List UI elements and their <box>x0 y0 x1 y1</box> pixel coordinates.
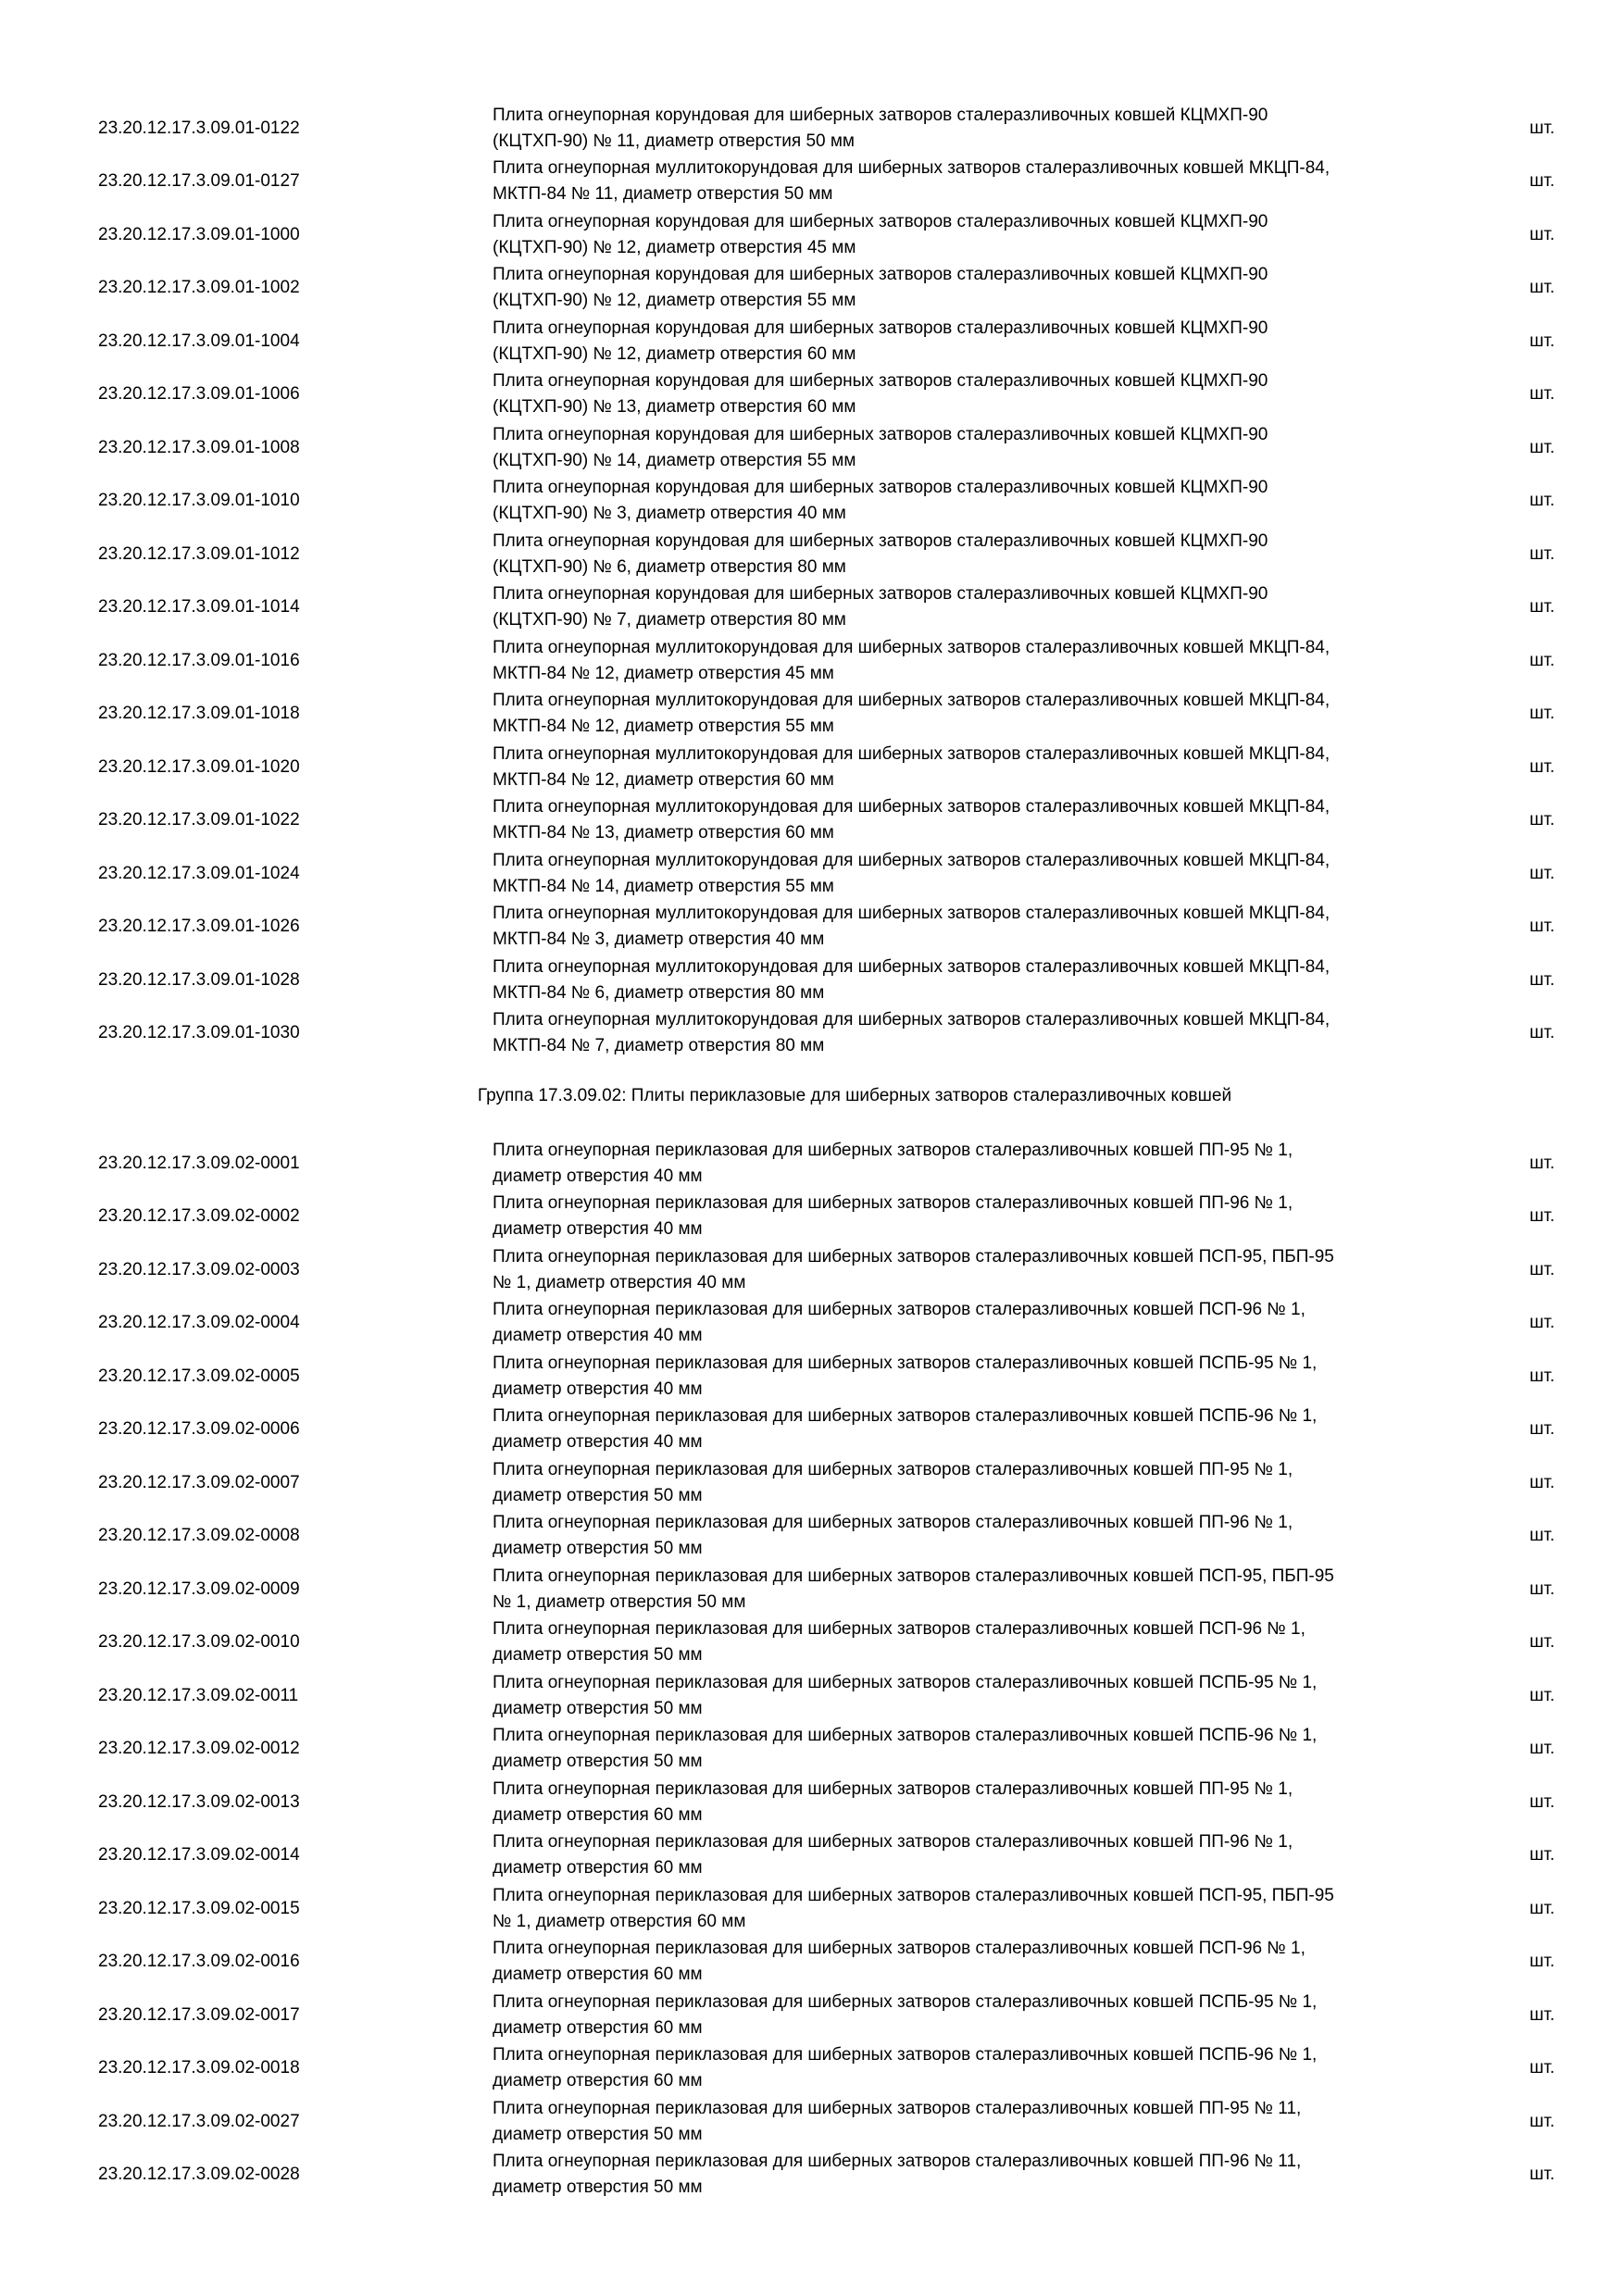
table-row <box>0 1191 1624 1244</box>
unit-of-measure: шт. <box>1530 704 1555 724</box>
description-line: МКТП-84 № 12, диаметр отверстия 45 мм <box>493 663 834 683</box>
resource-code: 23.20.12.17.3.09.02-0006 <box>98 1419 300 1440</box>
unit-of-measure: шт. <box>1530 1023 1555 1043</box>
group-heading <box>0 1083 1624 1109</box>
description-line: МКТП-84 № 14, диаметр отверстия 55 мм <box>493 876 834 896</box>
unit-of-measure: шт. <box>1530 118 1555 138</box>
description-line: Плита огнеупорная периклазовая для шиберных затворов сталеразливочных ковшей ПСП-95, ПБП-95 <box>493 1246 1334 1267</box>
description-line: диаметр отверстия 50 мм <box>493 1752 703 1772</box>
unit-of-measure: шт. <box>1530 863 1555 883</box>
resource-code: 23.20.12.17.3.09.02-0007 <box>98 1472 300 1492</box>
description-line: (КЦТХП-90) № 6, диаметр отверстия 80 мм <box>493 556 846 577</box>
resource-description <box>493 103 1474 155</box>
description-line: Плита огнеупорная корундовая для шиберных затворов сталеразливочных ковшей КЦМХП-90 <box>493 584 1268 605</box>
table-row <box>0 2095 1624 2149</box>
resource-code: 23.20.12.17.3.09.01-1022 <box>98 810 300 830</box>
description-line: Плита огнеупорная периклазовая для шиберных затворов сталеразливочных ковшей ПП-96 № 1, <box>493 1513 1293 1533</box>
table-row <box>0 634 1624 688</box>
resource-code: 23.20.12.17.3.09.01-1020 <box>98 756 300 777</box>
resource-description <box>493 742 1474 793</box>
unit-of-measure: шт. <box>1530 1791 1555 1812</box>
resource-code: 23.20.12.17.3.09.02-0009 <box>98 1578 300 1599</box>
resource-description <box>493 1670 1474 1722</box>
resource-description <box>493 422 1474 474</box>
resource-code: 23.20.12.17.3.09.01-1018 <box>98 704 300 724</box>
resource-description <box>493 635 1474 687</box>
unit-of-measure: шт. <box>1530 1366 1555 1386</box>
description-line: № 1, диаметр отверстия 50 мм <box>493 1591 746 1612</box>
description-line: Плита огнеупорная периклазовая для шиберных затворов сталеразливочных ковшей ПП-96 № 1, <box>493 1193 1293 1214</box>
description-line: диаметр отверстия 40 мм <box>493 1166 703 1186</box>
description-line: (КЦТХП-90) № 7, диаметр отверстия 80 мм <box>493 610 846 630</box>
unit-of-measure: шт. <box>1530 1419 1555 1440</box>
table-row <box>0 1882 1624 1936</box>
resource-code: 23.20.12.17.3.09.01-1030 <box>98 1023 300 1043</box>
unit-of-measure: шт. <box>1530 543 1555 564</box>
table-row <box>0 1456 1624 1510</box>
resource-code: 23.20.12.17.3.09.02-0014 <box>98 1845 300 1866</box>
resource-description <box>493 1351 1474 1403</box>
resource-code: 23.20.12.17.3.09.02-0015 <box>98 1898 300 1918</box>
resource-description <box>493 794 1474 846</box>
table-row <box>0 1404 1624 1457</box>
resource-code: 23.20.12.17.3.09.01-1012 <box>98 543 300 564</box>
table-row <box>0 1510 1624 1564</box>
description-line: Плита огнеупорная муллитокорундовая для шиберных затворов сталеразливочных ковшей МКЦП-84, <box>493 637 1330 657</box>
table-row <box>0 794 1624 848</box>
description-line: Плита огнеупорная периклазовая для шиберных затворов сталеразливочных ковшей ПСП-96 № 1, <box>493 1300 1305 1320</box>
description-line: Плита огнеупорная муллитокорундовая для шиберных затворов сталеразливочных ковшей МКЦП-84, <box>493 743 1330 764</box>
resource-description <box>493 1883 1474 1935</box>
description-line: Плита огнеупорная периклазовая для шиберных затворов сталеразливочных ковшей ПП-95 № 11, <box>493 2098 1302 2118</box>
unit-of-measure: шт. <box>1530 1578 1555 1599</box>
table-row <box>0 1829 1624 1883</box>
description-line: диаметр отверстия 50 мм <box>493 1698 703 1718</box>
resource-code: 23.20.12.17.3.09.01-0127 <box>98 171 300 192</box>
description-line: Плита огнеупорная периклазовая для шиберных затворов сталеразливочных ковшей ПП-96 № 1, <box>493 1832 1293 1853</box>
unit-of-measure: шт. <box>1530 384 1555 405</box>
resource-code: 23.20.12.17.3.09.01-1002 <box>98 278 300 298</box>
resource-code: 23.20.12.17.3.09.01-1016 <box>98 650 300 670</box>
description-line: МКТП-84 № 12, диаметр отверстия 60 мм <box>493 769 834 790</box>
table-row <box>0 1776 1624 1829</box>
unit-of-measure: шт. <box>1530 810 1555 830</box>
description-line: Плита огнеупорная периклазовая для шиберных затворов сталеразливочных ковшей ПП-96 № 11, <box>493 2152 1302 2172</box>
unit-of-measure: шт. <box>1530 597 1555 618</box>
description-line: Плита огнеупорная периклазовая для шиберных затворов сталеразливочных ковшей ПСПБ-96 № 1, <box>493 1726 1318 1746</box>
unit-of-measure: шт. <box>1530 2165 1555 2185</box>
resource-description <box>493 1138 1474 1190</box>
resource-description <box>493 1510 1474 1562</box>
resource-description <box>493 1829 1474 1881</box>
table-row <box>0 475 1624 529</box>
resource-description <box>493 529 1474 580</box>
description-line: (КЦТХП-90) № 12, диаметр отверстия 45 мм <box>493 237 856 257</box>
group-heading-text: Группа 17.3.09.02: Плиты периклазовые для шиберных затворов сталеразливочных ковшей <box>477 1086 1232 1105</box>
resource-code: 23.20.12.17.3.09.02-0017 <box>98 2004 300 2025</box>
description-line: диаметр отверстия 60 мм <box>493 1965 703 1985</box>
resource-description <box>493 1404 1474 1455</box>
resource-description <box>493 848 1474 900</box>
unit-of-measure: шт. <box>1530 331 1555 351</box>
description-line: диаметр отверстия 50 мм <box>493 2124 703 2144</box>
description-line: Плита огнеупорная муллитокорундовая для шиберных затворов сталеразливочных ковшей МКЦП-84, <box>493 691 1330 711</box>
description-line: диаметр отверстия 60 мм <box>493 1804 703 1825</box>
description-line: диаметр отверстия 60 мм <box>493 2071 703 2091</box>
description-line: МКТП-84 № 3, диаметр отверстия 40 мм <box>493 930 825 950</box>
resource-code: 23.20.12.17.3.09.01-1000 <box>98 224 300 244</box>
resource-description <box>493 581 1474 633</box>
resource-description <box>493 1007 1474 1059</box>
description-line: Плита огнеупорная корундовая для шиберных затворов сталеразливочных ковшей КЦМХП-90 <box>493 371 1268 392</box>
resource-code: 23.20.12.17.3.09.01-1006 <box>98 384 300 405</box>
table-row <box>0 847 1624 901</box>
table-row <box>0 1669 1624 1723</box>
unit-of-measure: шт. <box>1530 278 1555 298</box>
resource-code: 23.20.12.17.3.09.01-1010 <box>98 491 300 511</box>
unit-of-measure: шт. <box>1530 1898 1555 1918</box>
unit-of-measure: шт. <box>1530 1526 1555 1546</box>
unit-of-measure: шт. <box>1530 171 1555 192</box>
description-line: (КЦТХП-90) № 14, диаметр отверстия 55 мм <box>493 450 856 470</box>
resource-description <box>493 1990 1474 2041</box>
description-line: диаметр отверстия 40 мм <box>493 1379 703 1399</box>
unit-of-measure: шт. <box>1530 917 1555 937</box>
unit-of-measure: шт. <box>1530 2111 1555 2131</box>
description-line: диаметр отверстия 50 мм <box>493 1539 703 1559</box>
description-line: (КЦТХП-90) № 3, диаметр отверстия 40 мм <box>493 504 846 524</box>
description-line: Плита огнеупорная периклазовая для шиберных затворов сталеразливочных ковшей ПСП-95, ПБП-95 <box>493 1885 1334 1905</box>
description-line: Плита огнеупорная периклазовая для шиберных затворов сталеразливочных ковшей ПСПБ-95 № 1, <box>493 1672 1318 1692</box>
resource-description <box>493 2096 1474 2148</box>
resource-code: 23.20.12.17.3.09.02-0003 <box>98 1259 300 1279</box>
description-line: диаметр отверстия 50 мм <box>493 1645 703 1666</box>
table-row <box>0 262 1624 316</box>
resource-description <box>493 1723 1474 1775</box>
description-line: (КЦТХП-90) № 12, диаметр отверстия 60 мм <box>493 343 856 364</box>
resource-description <box>493 316 1474 368</box>
resource-description <box>493 1616 1474 1668</box>
description-line: Плита огнеупорная периклазовая для шиберных затворов сталеразливочных ковшей ПСПБ-96 № 1, <box>493 1406 1318 1427</box>
resource-code: 23.20.12.17.3.09.02-0010 <box>98 1632 300 1653</box>
resource-code: 23.20.12.17.3.09.01-0122 <box>98 118 300 138</box>
resource-code: 23.20.12.17.3.09.01-1008 <box>98 437 300 457</box>
resource-code: 23.20.12.17.3.09.02-0005 <box>98 1366 300 1386</box>
resource-code: 23.20.12.17.3.09.02-0001 <box>98 1153 300 1173</box>
resource-code: 23.20.12.17.3.09.02-0018 <box>98 2058 300 2078</box>
resource-description <box>493 2149 1474 2201</box>
resource-code: 23.20.12.17.3.09.01-1004 <box>98 331 300 351</box>
table-row <box>0 2042 1624 2096</box>
description-line: (КЦТХП-90) № 13, диаметр отверстия 60 мм <box>493 397 856 418</box>
description-line: Плита огнеупорная периклазовая для шиберных затворов сталеразливочных ковшей ПСПБ-95 № 1, <box>493 1353 1318 1373</box>
description-line: Плита огнеупорная периклазовая для шиберных затворов сталеразливочных ковшей ПСПБ-96 № 1, <box>493 2045 1318 2065</box>
table-row <box>0 688 1624 742</box>
resource-code: 23.20.12.17.3.09.02-0016 <box>98 1952 300 1972</box>
description-line: № 1, диаметр отверстия 60 мм <box>493 1911 746 1931</box>
price-table-group-a <box>0 102 1624 1060</box>
unit-of-measure: шт. <box>1530 1685 1555 1705</box>
description-line: МКТП-84 № 6, диаметр отверстия 80 мм <box>493 982 825 1003</box>
description-line: Плита огнеупорная корундовая для шиберных затворов сталеразливочных ковшей КЦМХП-90 <box>493 424 1268 444</box>
price-table-group-b <box>0 1137 1624 2202</box>
description-line: Плита огнеупорная муллитокорундовая для шиберных затворов сталеразливочных ковшей МКЦП-84, <box>493 850 1330 870</box>
resource-description <box>493 1564 1474 1616</box>
resource-description <box>493 1457 1474 1509</box>
description-line: Плита огнеупорная муллитокорундовая для шиберных затворов сталеразливочных ковшей МКЦП-84, <box>493 158 1330 179</box>
resource-description <box>493 1777 1474 1828</box>
resource-code: 23.20.12.17.3.09.02-0013 <box>98 1791 300 1812</box>
description-line: Плита огнеупорная корундовая для шиберных затворов сталеразливочных ковшей КЦМХП-90 <box>493 478 1268 498</box>
table-row <box>0 1297 1624 1351</box>
resource-code: 23.20.12.17.3.09.01-1014 <box>98 597 300 618</box>
unit-of-measure: шт. <box>1530 437 1555 457</box>
table-row <box>0 901 1624 955</box>
unit-of-measure: шт. <box>1530 491 1555 511</box>
description-line: Плита огнеупорная корундовая для шиберных затворов сталеразливочных ковшей КЦМХП-90 <box>493 211 1268 231</box>
description-line: Плита огнеупорная периклазовая для шиберных затворов сталеразливочных ковшей ПП-95 № 1, <box>493 1140 1293 1160</box>
table-row <box>0 741 1624 794</box>
table-row <box>0 1936 1624 1990</box>
description-line: Плита огнеупорная корундовая для шиберных затворов сталеразливочных ковшей КЦМХП-90 <box>493 318 1268 338</box>
resource-code: 23.20.12.17.3.09.02-0008 <box>98 1526 300 1546</box>
description-line: Плита огнеупорная корундовая для шиберных затворов сталеразливочных ковшей КЦМХП-90 <box>493 530 1268 551</box>
resource-description <box>493 688 1474 740</box>
table-row <box>0 581 1624 635</box>
unit-of-measure: шт. <box>1530 756 1555 777</box>
table-row <box>0 1350 1624 1404</box>
description-line: диаметр отверстия 50 мм <box>493 2177 703 2198</box>
unit-of-measure: шт. <box>1530 650 1555 670</box>
description-line: Плита огнеупорная периклазовая для шиберных затворов сталеразливочных ковшей ПП-95 № 1, <box>493 1459 1293 1479</box>
table-row <box>0 421 1624 475</box>
resource-description <box>493 955 1474 1006</box>
table-row <box>0 1007 1624 1061</box>
description-line: Плита огнеупорная муллитокорундовая для шиберных затворов сталеразливочных ковшей МКЦП-84, <box>493 956 1330 977</box>
description-line: диаметр отверстия 40 мм <box>493 1326 703 1346</box>
table-row <box>0 1723 1624 1777</box>
resource-description <box>493 475 1474 527</box>
resource-code: 23.20.12.17.3.09.02-0011 <box>98 1685 299 1705</box>
unit-of-measure: шт. <box>1530 2004 1555 2025</box>
unit-of-measure: шт. <box>1530 1952 1555 1972</box>
unit-of-measure: шт. <box>1530 1259 1555 1279</box>
resource-code: 23.20.12.17.3.09.02-0004 <box>98 1313 300 1333</box>
table-row <box>0 2149 1624 2202</box>
table-row <box>0 1989 1624 2042</box>
description-line: (КЦТХП-90) № 11, диаметр отверстия 50 мм <box>493 131 855 151</box>
resource-description <box>493 156 1474 207</box>
description-line: Плита огнеупорная периклазовая для шиберных затворов сталеразливочных ковшей ПСПБ-95 № 1, <box>493 1991 1318 2012</box>
description-line: (КЦТХП-90) № 12, диаметр отверстия 55 мм <box>493 291 856 311</box>
unit-of-measure: шт. <box>1530 1845 1555 1866</box>
table-row <box>0 208 1624 262</box>
description-line: Плита огнеупорная периклазовая для шиберных затворов сталеразливочных ковшей ПСП-95, ПБП-95 <box>493 1566 1334 1586</box>
description-line: диаметр отверстия 50 мм <box>493 1485 703 1505</box>
resource-description <box>493 901 1474 953</box>
unit-of-measure: шт. <box>1530 224 1555 244</box>
description-line: Плита огнеупорная корундовая для шиберных затворов сталеразливочных ковшей КЦМХП-90 <box>493 105 1268 125</box>
description-line: Плита огнеупорная периклазовая для шиберных затворов сталеразливочных ковшей ПСП-96 № 1, <box>493 1939 1305 1959</box>
table-row <box>0 954 1624 1007</box>
description-line: диаметр отверстия 60 мм <box>493 2017 703 2038</box>
table-row <box>0 1243 1624 1297</box>
table-row <box>0 102 1624 156</box>
unit-of-measure: шт. <box>1530 2058 1555 2078</box>
description-line: МКТП-84 № 13, диаметр отверстия 60 мм <box>493 823 834 843</box>
resource-description <box>493 1297 1474 1349</box>
table-row <box>0 315 1624 368</box>
description-line: Плита огнеупорная муллитокорундовая для шиберных затворов сталеразливочных ковшей МКЦП-84, <box>493 1010 1330 1030</box>
resource-description <box>493 262 1474 314</box>
description-line: диаметр отверстия 40 мм <box>493 1432 703 1453</box>
table-row <box>0 1137 1624 1191</box>
table-row <box>0 1616 1624 1670</box>
resource-code: 23.20.12.17.3.09.02-0012 <box>98 1739 300 1759</box>
resource-description <box>493 2042 1474 2094</box>
table-row <box>0 156 1624 209</box>
unit-of-measure: шт. <box>1530 1632 1555 1653</box>
resource-code: 23.20.12.17.3.09.01-1024 <box>98 863 300 883</box>
description-line: МКТП-84 № 12, диаметр отверстия 55 мм <box>493 717 834 737</box>
resource-code: 23.20.12.17.3.09.02-0002 <box>98 1206 300 1227</box>
description-line: Плита огнеупорная муллитокорундовая для шиберных затворов сталеразливочных ковшей МКЦП-84, <box>493 904 1330 924</box>
resource-description <box>493 1191 1474 1242</box>
table-row <box>0 1563 1624 1616</box>
description-line: Плита огнеупорная периклазовая для шиберных затворов сталеразливочных ковшей ПСП-96 № 1, <box>493 1619 1305 1640</box>
resource-code: 23.20.12.17.3.09.02-0028 <box>98 2165 300 2185</box>
resource-code: 23.20.12.17.3.09.02-0027 <box>98 2111 300 2131</box>
resource-description <box>493 1936 1474 1988</box>
description-line: Плита огнеупорная муллитокорундовая для шиберных затворов сталеразливочных ковшей МКЦП-84, <box>493 797 1330 817</box>
unit-of-measure: шт. <box>1530 1313 1555 1333</box>
unit-of-measure: шт. <box>1530 1206 1555 1227</box>
resource-code: 23.20.12.17.3.09.01-1026 <box>98 917 300 937</box>
resource-description <box>493 209 1474 261</box>
table-row <box>0 368 1624 422</box>
unit-of-measure: шт. <box>1530 1739 1555 1759</box>
description-line: МКТП-84 № 11, диаметр отверстия 50 мм <box>493 184 833 205</box>
description-line: диаметр отверстия 40 мм <box>493 1219 703 1240</box>
unit-of-measure: шт. <box>1530 969 1555 990</box>
description-line: № 1, диаметр отверстия 40 мм <box>493 1272 746 1292</box>
resource-description <box>493 368 1474 420</box>
unit-of-measure: шт. <box>1530 1153 1555 1173</box>
resource-description <box>493 1244 1474 1296</box>
resource-code: 23.20.12.17.3.09.01-1028 <box>98 969 300 990</box>
table-row <box>0 528 1624 581</box>
description-line: диаметр отверстия 60 мм <box>493 1858 703 1878</box>
unit-of-measure: шт. <box>1530 1472 1555 1492</box>
description-line: Плита огнеупорная корундовая для шиберных затворов сталеразливочных ковшей КЦМХП-90 <box>493 265 1268 285</box>
description-line: МКТП-84 № 7, диаметр отверстия 80 мм <box>493 1036 825 1056</box>
description-line: Плита огнеупорная периклазовая для шиберных затворов сталеразливочных ковшей ПП-95 № 1, <box>493 1778 1293 1799</box>
